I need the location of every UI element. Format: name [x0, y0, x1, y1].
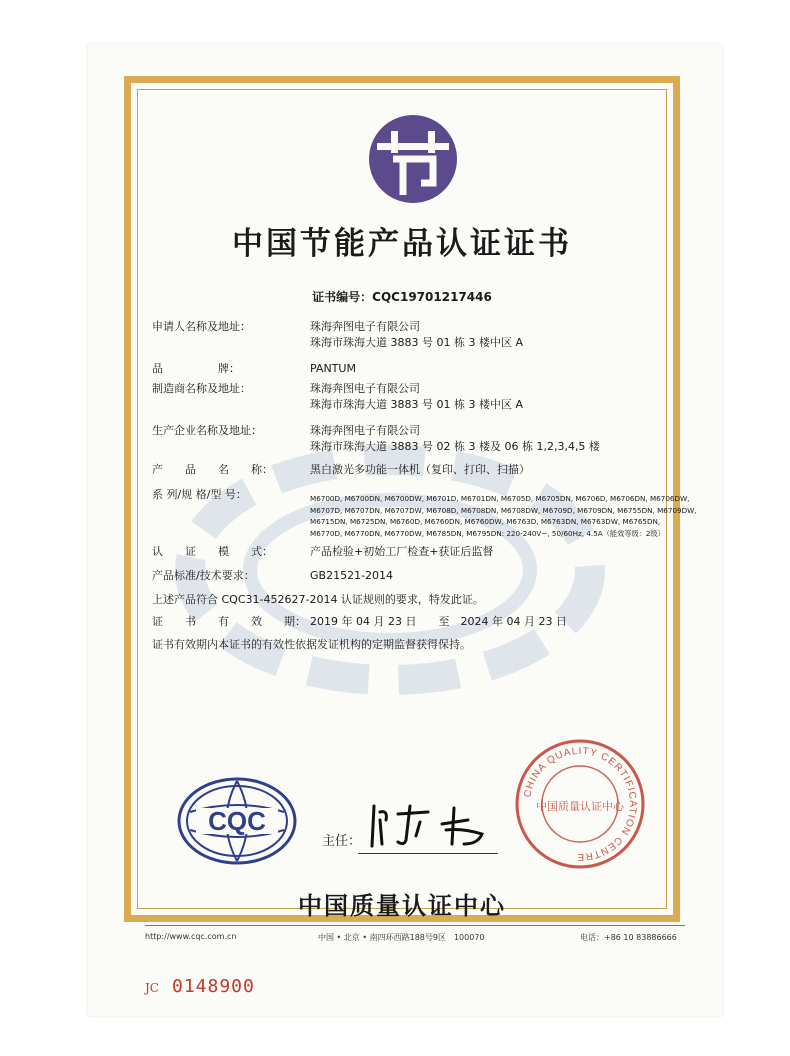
issuer-name: 中国质量认证中心 — [298, 892, 506, 920]
model-line: M6715DN, M6725DN, M6760D, M6760DN, M6760DW, M6763D, M6763DN, M6763DW, M6765DN, — [310, 517, 661, 527]
validity-note: 证书有效期内本证书的有效性依据发证机构的定期监督获得保持。 — [152, 638, 471, 651]
product-name-label: 产 品 名 称： — [152, 463, 273, 476]
model-line: M6707D, M6707DN, M6707DW, M6708D, M6708DN, M6708DW, M6709D, M6709DN, M6755DN, M6709DW, — [310, 505, 697, 515]
director-label: 主任： — [322, 834, 362, 849]
energy-saving-logo-icon — [367, 113, 459, 205]
certificate-number-label: 证书编号： — [312, 290, 373, 304]
cqc-logo-icon — [176, 776, 298, 866]
model-line: M6700D, M6700DN, M6700DW, M6701D, M6701DN, M6705D, M6705DN, M6706D, M6706DN, M6706DW, — [310, 494, 690, 503]
seal-inner-text: 中国质量认证中心 — [536, 800, 624, 813]
product-name-value: 黑白激光多功能一体机（复印、打印、扫描） — [310, 463, 530, 476]
validity-label: 证 书 有 效 期： — [152, 615, 306, 628]
footer-rule — [145, 925, 685, 926]
brand-value: PANTUM — [310, 362, 356, 375]
seal-outer-text: CHINA QUALITY CERTIFICATION CENTRE — [522, 745, 639, 863]
statement-text: 上述产品符合 CQC31-452627-2014 认证规则的要求，特发此证。 — [152, 593, 484, 606]
applicant-label: 申请人名称及地址： — [152, 320, 251, 333]
manufacturer-address: 珠海市珠海大道 3883 号 01 栋 3 楼中区 A — [310, 398, 523, 411]
factory-address: 珠海市珠海大道 3883 号 02 栋 3 楼及 06 栋 1,2,3,4,5 楼 — [310, 440, 600, 453]
cqc-logo-text: CQC — [208, 806, 266, 836]
mode-label: 认 证 模 式： — [152, 545, 273, 558]
official-seal-icon — [514, 738, 646, 870]
factory-name: 珠海奔图电子有限公司 — [310, 424, 420, 437]
footer-address: 中国 • 北京 • 南四环西路188号9区 100070 — [318, 933, 485, 942]
manufacturer-name: 珠海奔图电子有限公司 — [310, 382, 420, 395]
signature-line — [358, 853, 498, 854]
standard-value: GB21521-2014 — [310, 569, 394, 582]
footer-phone: 电话：+86 10 83886666 — [580, 933, 677, 942]
certificate-number — [124, 288, 680, 305]
model-label: 系 列/规 格/型 号： — [152, 488, 247, 501]
validity-value: 2019 年 04 月 23 日 至 2024 年 04 月 23 日 — [310, 615, 567, 628]
serial-prefix: JC — [145, 981, 159, 995]
director-signature — [358, 800, 498, 852]
applicant-name: 珠海奔图电子有限公司 — [310, 320, 420, 333]
certificate-title: 中国节能产品认证证书 — [232, 226, 572, 262]
applicant-address: 珠海市珠海大道 3883 号 01 栋 3 楼中区 A — [310, 336, 523, 349]
model-list — [310, 493, 697, 539]
model-line: M6770D, M6770DN, M6770DW, M6785DN, M6795DN: 220-240V~, 50/60Hz, 4.5A（能效等级：2级） — [310, 528, 665, 538]
serial-number: 0148900 — [172, 976, 255, 997]
manufacturer-label: 制造商名称及地址： — [152, 382, 251, 395]
factory-label: 生产企业名称及地址： — [152, 424, 262, 437]
certificate-number-value: CQC19701217446 — [372, 290, 492, 304]
mode-value: 产品检验+初始工厂检查+获证后监督 — [310, 545, 494, 558]
footer-website: http://www.cqc.com.cn — [145, 932, 237, 941]
standard-label: 产品标准/技术要求： — [152, 569, 255, 582]
brand-label: 品 牌： — [152, 362, 240, 375]
